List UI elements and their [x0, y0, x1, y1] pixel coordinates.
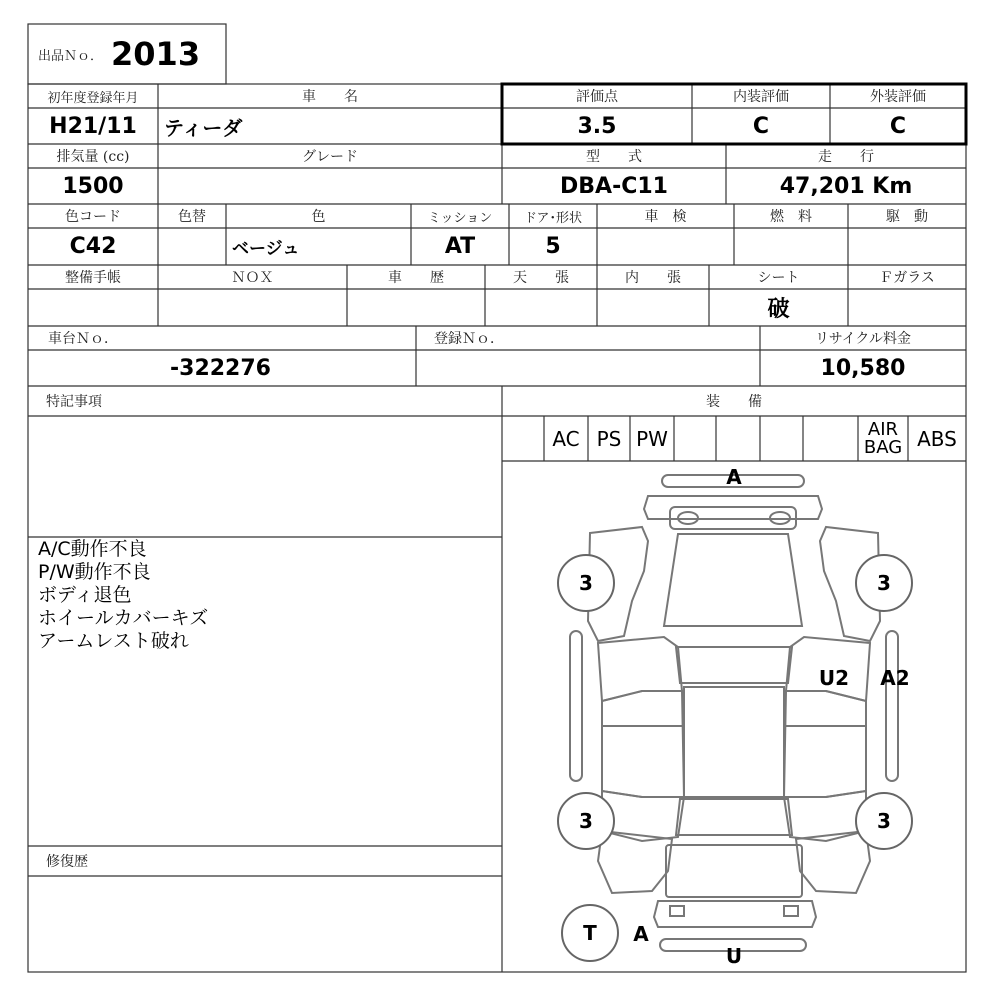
maintenance-record-value [28, 289, 158, 326]
registration-number-value [416, 350, 760, 386]
interior-trim-label: 内 張 [625, 270, 681, 286]
front-bumper-mark: A [726, 465, 742, 489]
drive-label: 駆 動 [886, 209, 928, 225]
front-glass-label: Ｆガラス [879, 270, 935, 286]
drive-value [848, 228, 966, 265]
equipment-cell [502, 416, 544, 461]
score-label: 評価点 [576, 89, 618, 105]
remarks-label: 特記事項 [46, 394, 102, 410]
equipment-cell-pw: PW [636, 426, 668, 451]
equipment-cell-abs: ABS [917, 426, 957, 451]
car-history-label: 車 歴 [388, 270, 444, 286]
model-code-label: 型 式 [586, 149, 642, 165]
grade-value [158, 168, 502, 204]
color-value: ベージュ [232, 239, 300, 259]
equipment-cell-airbag: AIR BAG [863, 418, 903, 458]
exterior-grade-label: 外装評価 [870, 89, 926, 105]
color-label: 色 [311, 209, 326, 225]
repair-history-value [28, 876, 502, 972]
equipment-cell [760, 416, 803, 461]
remark-line: ボディ退色 [38, 584, 132, 606]
color-code-value: C42 [69, 234, 117, 259]
nox-value [158, 289, 347, 326]
reg-date-value: H21/11 [49, 113, 137, 139]
color-code-label: 色コード [65, 209, 121, 225]
interior-trim-value [597, 289, 709, 326]
rear-left-tire-mark: 3 [579, 809, 593, 833]
equipment-cell [674, 416, 716, 461]
interior-grade-label: 内装評価 [733, 89, 789, 105]
registration-number-label: 登録Ｎｏ． [434, 331, 504, 347]
front-glass-value [848, 289, 966, 326]
displacement-label: 排気量 (cc) [56, 149, 130, 165]
mileage-label: 走 行 [818, 149, 874, 165]
headliner-label: 天 張 [513, 270, 569, 286]
seat-label: シート [757, 270, 800, 286]
remark-line: A/C動作不良 [38, 538, 147, 560]
reg-date-label: 初年度登録年月 [47, 90, 139, 106]
interior-grade-value: C [752, 113, 770, 139]
door-shape-label: ドア･形状 [523, 210, 583, 226]
equipment-cell [803, 416, 858, 461]
lot-box [28, 24, 226, 84]
headliner-value [485, 289, 597, 326]
transmission-value: AT [444, 234, 476, 259]
equipment-label: 装 備 [706, 394, 762, 410]
inspection-label: 車 検 [644, 209, 687, 225]
car-name-value: ティーダ [164, 115, 243, 140]
front-left-tire-mark: 3 [579, 571, 593, 595]
remark-line: ホイールカバーキズ [38, 607, 209, 629]
equipment-cell [716, 416, 760, 461]
exterior-grade-value: C [889, 113, 907, 139]
right-side-mark-a2: A2 [880, 666, 910, 690]
transmission-label: ミッション [427, 210, 493, 226]
rear-mark: U [725, 944, 743, 968]
equipment-cell-ac: AC [552, 426, 580, 451]
displacement-value: 1500 [62, 173, 124, 199]
lot-number: 2013 [111, 35, 201, 73]
chassis-number-value: -322276 [170, 355, 271, 381]
door-shape-value: 5 [545, 234, 561, 259]
nox-label: ＮＯＸ [231, 270, 274, 286]
fuel-label: 燃 料 [770, 209, 812, 225]
car-history-value [347, 289, 485, 326]
car-name-label: 車 名 [302, 89, 358, 105]
seat-value: 破 [767, 297, 790, 322]
spare-tire-mark: T [583, 921, 597, 945]
rear-right-tire-mark: 3 [877, 809, 891, 833]
remark-line: アームレスト破れ [38, 630, 189, 652]
rear-bumper-left-mark: A [633, 922, 649, 946]
inspection-value [597, 228, 734, 265]
remarks-list [38, 538, 488, 658]
repaint-label: 色替 [178, 209, 206, 225]
front-right-tire-mark: 3 [877, 571, 891, 595]
car-damage-diagram [502, 461, 966, 972]
equipment-cell-ps: PS [596, 426, 622, 451]
repair-history-label: 修復歴 [46, 854, 88, 870]
right-side-mark-u2: U2 [818, 666, 850, 690]
chassis-number-label: 車台Ｎｏ． [48, 331, 118, 347]
model-code-value: DBA-C11 [560, 173, 668, 199]
maintenance-record-label: 整備手帳 [65, 270, 121, 286]
recycle-fee-value: 10,580 [820, 355, 906, 381]
remark-line: P/W動作不良 [38, 561, 151, 583]
fuel-value [734, 228, 848, 265]
repaint-value [158, 228, 226, 265]
lot-label: 出品Ｎｏ． [38, 48, 104, 64]
score-value: 3.5 [577, 113, 617, 139]
mileage-value: 47,201 Km [779, 173, 913, 199]
grade-label: グレード [302, 149, 358, 165]
recycle-fee-label: リサイクル料金 [814, 331, 912, 347]
